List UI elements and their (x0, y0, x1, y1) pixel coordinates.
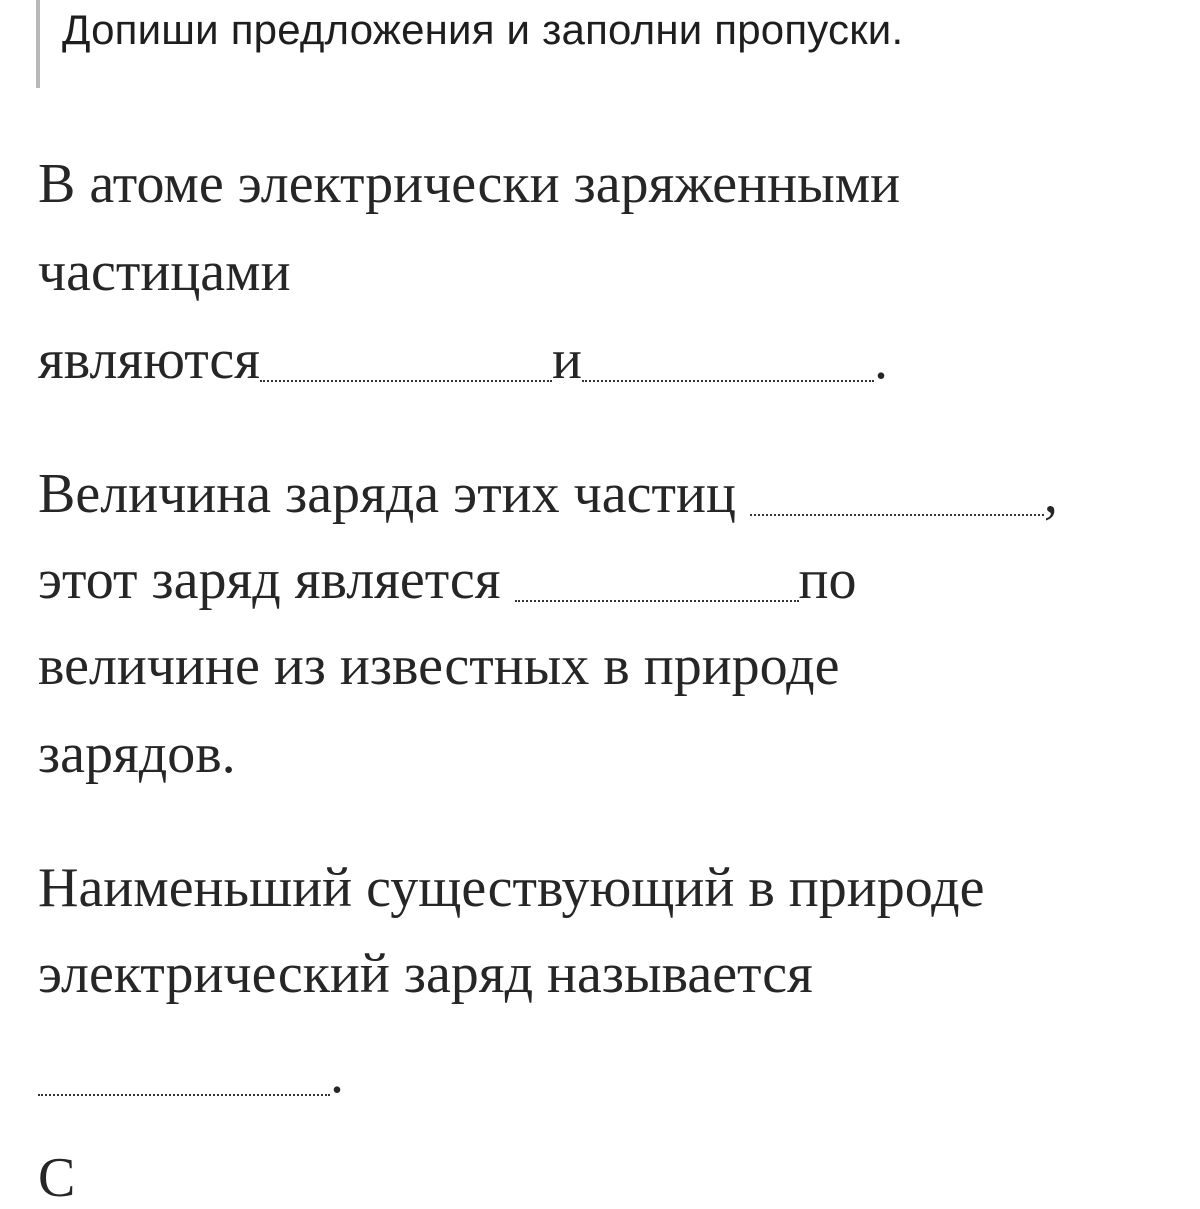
p1-line3-text-b: и (552, 329, 582, 391)
p2-line2-text: этот заряд является (38, 549, 501, 611)
p2-line4: зарядов. (38, 723, 236, 785)
blank-4[interactable] (515, 600, 799, 602)
p3-line3 (38, 1043, 344, 1105)
p1-line3-text-a: являются (38, 329, 261, 391)
p2-line2-po: по (798, 549, 857, 611)
p1-line2: частицами (38, 241, 291, 303)
p2-line1 (38, 463, 1058, 525)
instruction-text: Допиши предложения и заполни пропуски. (62, 6, 904, 53)
blank-2[interactable] (582, 380, 874, 382)
blank-5[interactable] (38, 1094, 330, 1096)
p2-line1-text: Величина заряда этих частиц (38, 463, 736, 525)
next-paragraph-start: С (38, 1147, 76, 1209)
p1-line3 (38, 329, 888, 391)
blank-3[interactable] (750, 514, 1044, 516)
p3-line3-period: . (330, 1043, 344, 1105)
p1-line1: В атоме электрически заряженными (38, 153, 901, 215)
p3-line1: Наименьший существующий в природе (38, 857, 985, 919)
p2-line1-comma: , (1043, 463, 1058, 525)
blank-1[interactable] (260, 380, 552, 382)
instruction-block (36, 0, 1176, 88)
p1-line3-text-c: . (874, 329, 888, 391)
p2-line3: величине из известных в природе (38, 635, 840, 697)
p2-line2 (38, 549, 857, 611)
p3-line2: электрический заряд называется (38, 943, 813, 1005)
